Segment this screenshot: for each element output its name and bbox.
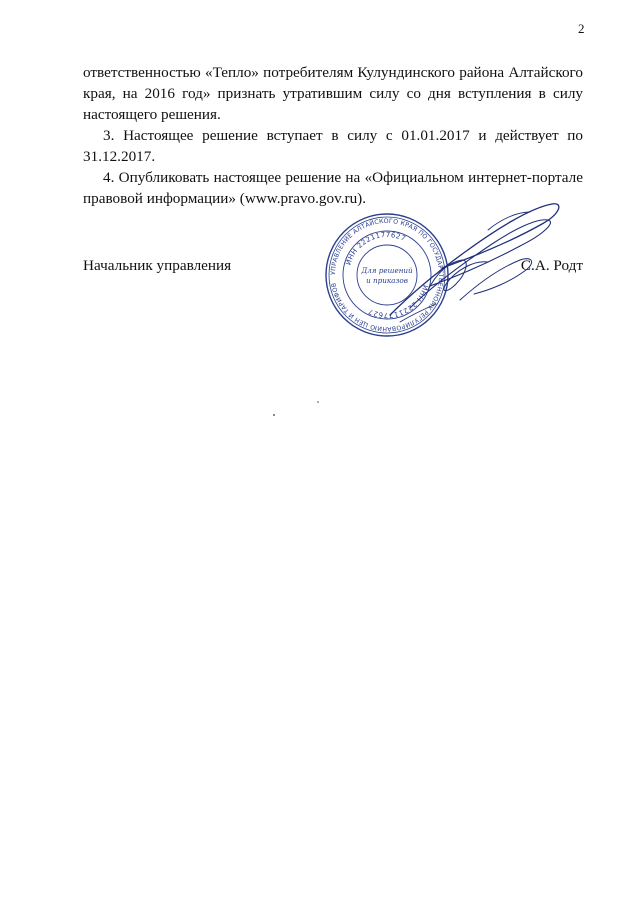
signer-title: Начальник управления	[83, 257, 232, 274]
paragraph-item-3: 3. Настоящее решение вступает в силу с 01.01.2017 и действует по 31.12.2017.	[83, 127, 583, 165]
document-body	[83, 62, 583, 209]
page-number: 2	[578, 21, 585, 36]
seal-ring-text: УПРАВЛЕНИЕ АЛТАЙСКОГО КРАЯ ПО ГОСУДАРСТВЕННОМУ РЕГУЛИРОВАНИЮ ЦЕН И ТАРИФОВ	[329, 217, 445, 333]
seal-inn-top: ИНН 2221177627	[344, 230, 407, 267]
paragraph-continuation: ответственностью «Тепло» потребителям Кулундинского района Алтайского края, на 2016 год» признать утратившим силу со дня вступления в силу настоящего решения.	[83, 64, 583, 123]
seal-center-line-2: и приказов	[366, 276, 408, 285]
scan-specks	[260, 395, 340, 420]
seal-center-line-1: Для решений	[361, 266, 413, 275]
signer-name: С.А. Родт	[520, 257, 583, 274]
paragraph-item-4: 4. Опубликовать настоящее решение на «Официальном интернет-портале правовой информации» (www.pravo.gov.ru).	[83, 169, 583, 207]
handwritten-signature	[370, 190, 570, 330]
seal-inn-bottom: ИНН 2221177627	[367, 283, 430, 320]
